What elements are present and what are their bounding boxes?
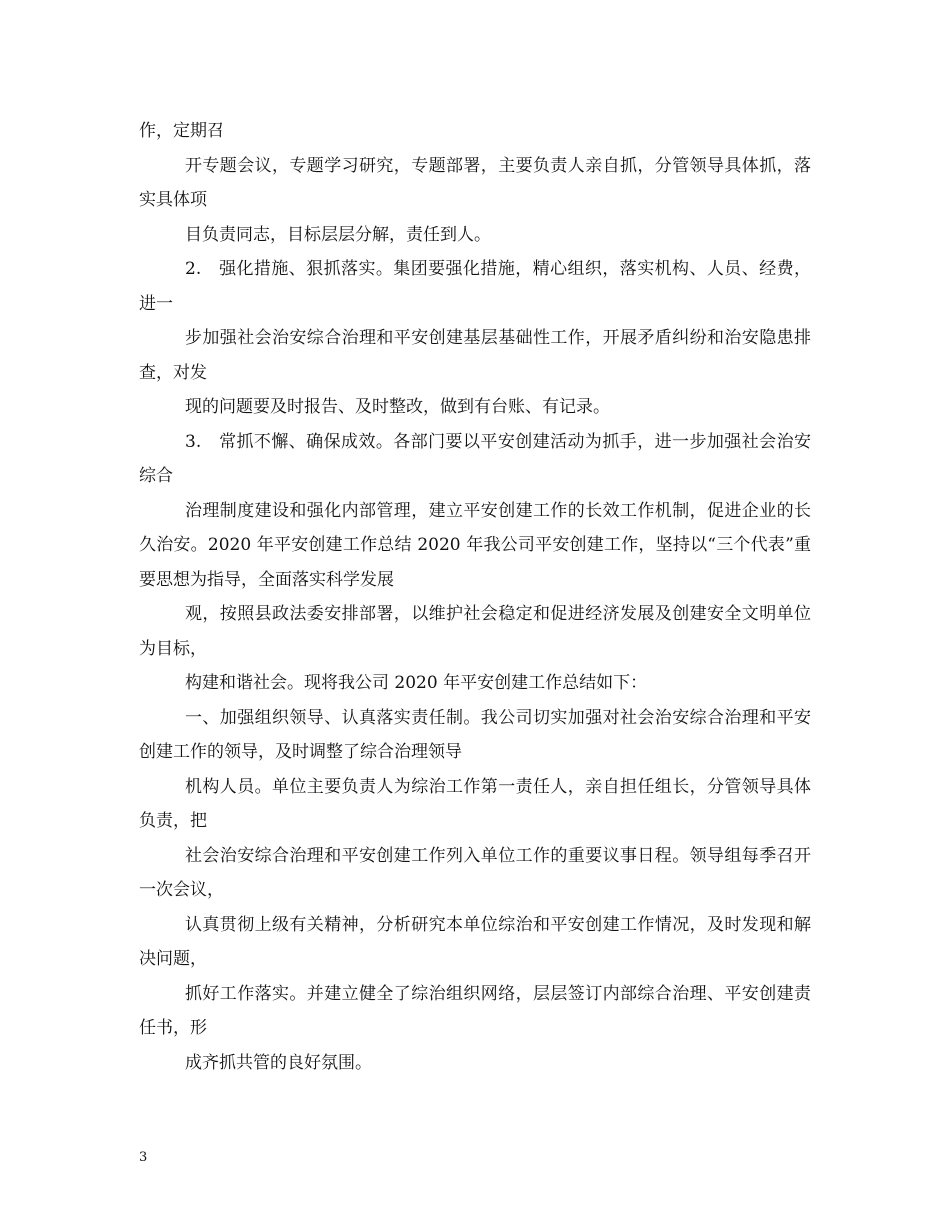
paragraph: 成齐抓共管的良好氛围。 [185, 1052, 372, 1073]
paragraph: 抓好工作落实。并建立健全了综治组织网络，层层签订内部综合治理、平安创建责任书，形 [139, 983, 811, 1038]
paragraph: 观，按照县政法委安排部署，以维护社会稳定和促进经济发展及创建安全文明单位为目标， [139, 604, 811, 659]
paragraph: 认真贯彻上级有关精神，分析研究本单位综治和平安创建工作情况，及时发现和解决问题， [139, 914, 811, 969]
paragraph: 目负责同志，目标层层分解，责任到人。 [185, 224, 491, 245]
body-text [139, 114, 811, 1080]
paragraph: 一、加强组织领导、认真落实责任制。我公司切实加强对社会治安综合治理和平安创建工作的领导，及时调整了综合治理领导 [139, 707, 811, 762]
paragraph: 机构人员。单位主要负责人为综治工作第一责任人，亲自担任组长，分管领导具体负责，把 [139, 776, 811, 831]
paragraph: 治理制度建设和强化内部管理，建立平安创建工作的长效工作机制，促进企业的长久治安。2020 年平安创建工作总结 2020 年我公司平安创建工作，坚持以“三个代表”重要思想为指导，全面落实科学发展 [139, 500, 811, 590]
page-number: 3 [139, 1150, 148, 1165]
paragraph: 步加强社会治安综合治理和平安创建基层基础性工作，开展矛盾纠纷和治安隐患排查，对发 [139, 328, 811, 383]
paragraph: 作，定期召 [139, 121, 224, 141]
paragraph: 现的问题要及时报告、及时整改，做到有台账、有记录。 [185, 397, 610, 417]
paragraph: 社会治安综合治理和平安创建工作列入单位工作的重要议事日程。领导组每季召开一次会议， [139, 845, 811, 900]
paragraph: 2. 强化措施、狠抓落实。集团要强化措施，精心组织，落实机构、人员、经费，进一 [139, 259, 811, 314]
paragraph: 开专题会议，专题学习研究，专题部署，主要负责人亲自抓，分管领导具体抓，落实具体项 [139, 155, 811, 210]
paragraph: 3. 常抓不懈、确保成效。各部门要以平安创建活动为抓手，进一步加强社会治安综合 [139, 431, 811, 486]
paragraph: 构建和谐社会。现将我公司 2020 年平安创建工作总结如下： [185, 673, 648, 693]
